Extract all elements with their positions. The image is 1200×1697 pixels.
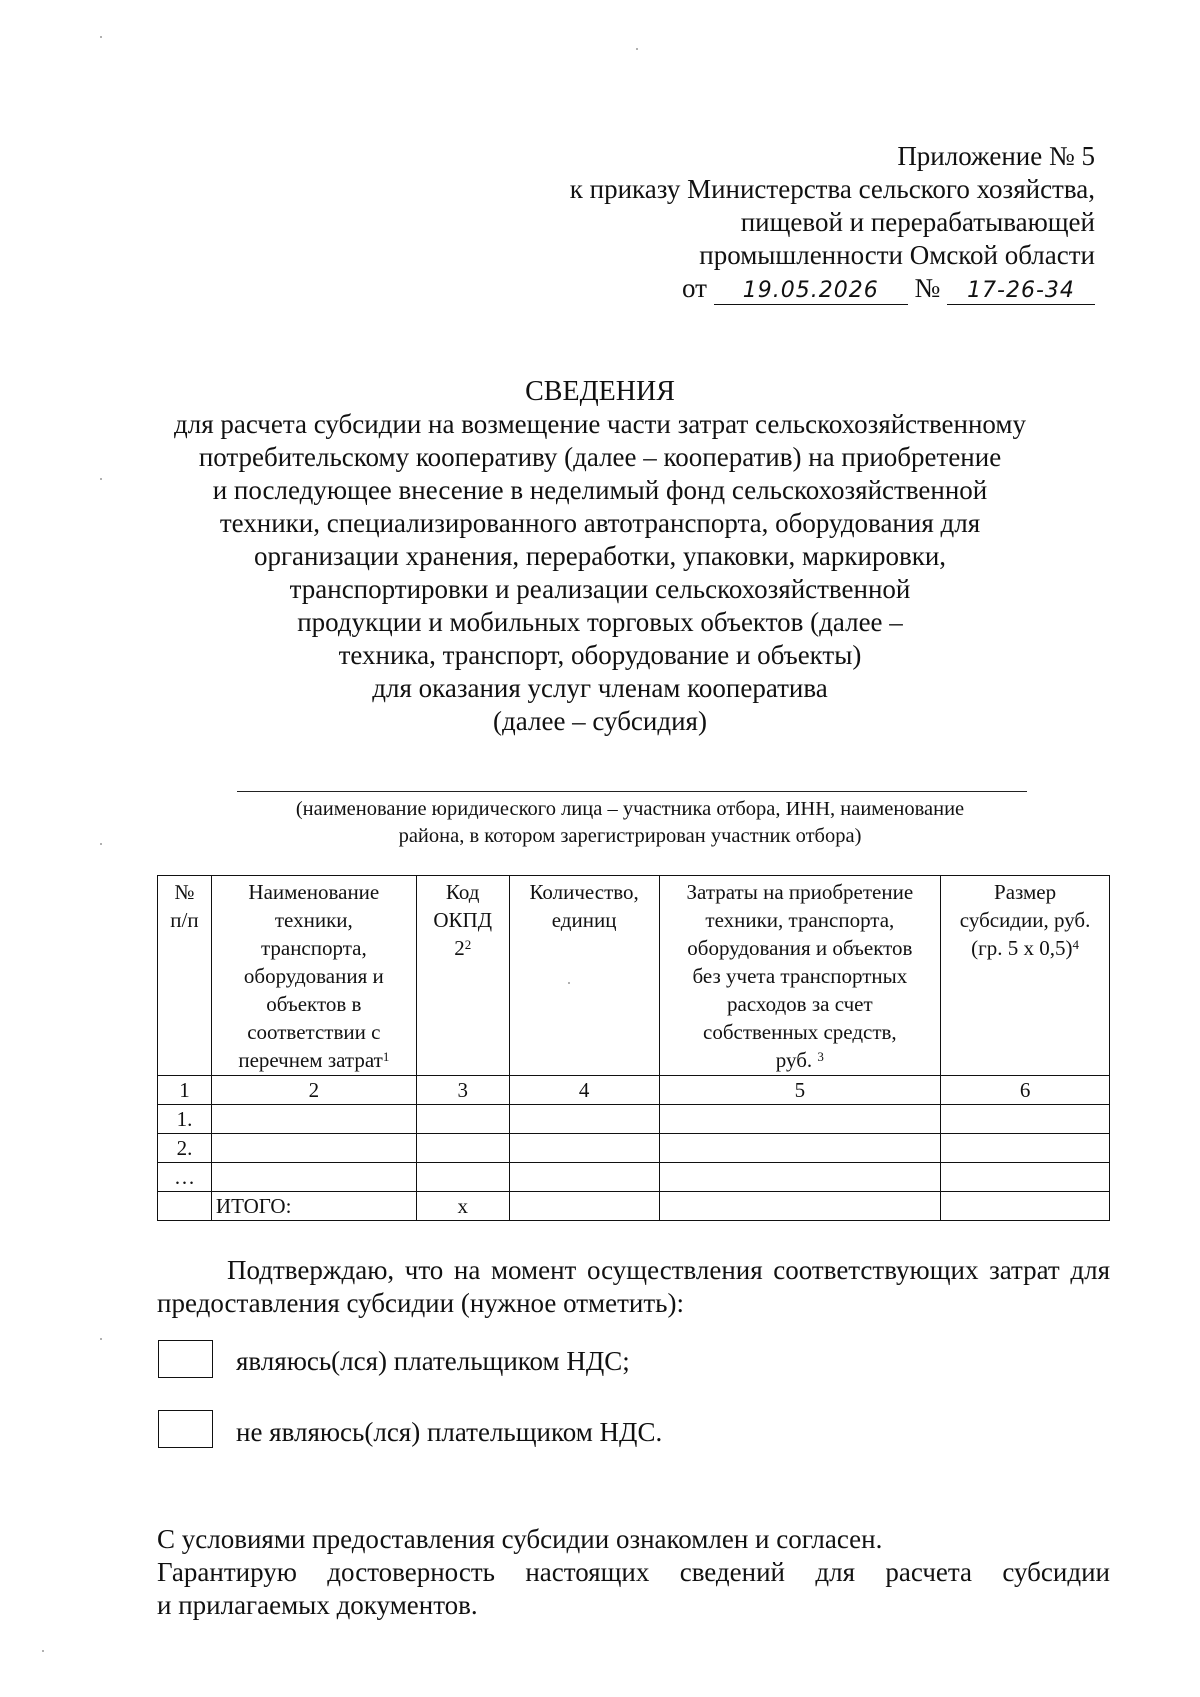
- vat-payer-label: являюсь(лся) плательщиком НДС;: [236, 1346, 630, 1376]
- header-costs: [659, 876, 941, 1076]
- non-vat-payer-label: не являюсь(лся) плательщиком НДС.: [236, 1417, 663, 1447]
- table-total-row: [158, 1192, 1110, 1221]
- column-number: 5: [659, 1076, 941, 1105]
- total-code-mark: х: [416, 1192, 509, 1221]
- header-text: Наименование: [248, 880, 380, 904]
- okpd-code-cell[interactable]: [416, 1163, 509, 1192]
- row-number: 2.: [158, 1134, 212, 1163]
- header-quantity: [509, 876, 659, 1076]
- subsidy-cell[interactable]: [941, 1163, 1110, 1192]
- scan-speck: [100, 1338, 102, 1340]
- column-number: 4: [509, 1076, 659, 1105]
- okpd-code-cell[interactable]: [416, 1134, 509, 1163]
- title-line: и последующее внесение в неделимый фонд сельскохозяйственной: [212, 475, 988, 505]
- column-number: 1: [158, 1076, 212, 1105]
- title-line: для расчета субсидии на возмещение части затрат сельскохозяйственному: [173, 409, 1026, 439]
- header-text: техники, транспорта,: [705, 908, 895, 932]
- applicant-name-field[interactable]: [237, 791, 1027, 792]
- scan-speck: [100, 478, 102, 480]
- header-text: соответствии с: [247, 1020, 381, 1044]
- row-number: 1.: [158, 1105, 212, 1134]
- header-text: руб.: [775, 1048, 813, 1072]
- header-number: [158, 876, 212, 1076]
- row-number: [158, 1192, 212, 1221]
- appendix-date-number-line: [570, 272, 1095, 305]
- order-date: 19.05.2026: [714, 278, 908, 305]
- column-number-row: [158, 1076, 1110, 1105]
- header-equipment-name: [211, 876, 416, 1076]
- footnote-mark: 1: [382, 1049, 390, 1064]
- header-text: ОКПД: [433, 908, 493, 932]
- appendix-title: Приложение № 5: [897, 141, 1095, 171]
- scan-speck: [42, 1650, 44, 1652]
- total-subsidy-cell[interactable]: [941, 1192, 1110, 1221]
- footnote-mark: 2: [464, 937, 472, 952]
- total-quantity-cell[interactable]: [509, 1192, 659, 1221]
- table-row: [158, 1134, 1110, 1163]
- footnote-mark: 4: [1072, 937, 1079, 952]
- guarantee-line-end: и прилагаемых документов.: [157, 1590, 478, 1620]
- guarantee-line: Гарантирую достоверность настоящих сведений для расчета субсидии: [157, 1557, 1110, 1587]
- header-text: [421, 934, 505, 962]
- title-line: организации хранения, переработки, упаковки, маркировки,: [253, 541, 947, 571]
- header-okpd-code: [416, 876, 509, 1076]
- appendix-reference: [570, 140, 1095, 305]
- header-text: 2: [454, 936, 465, 960]
- costs-cell[interactable]: [659, 1163, 941, 1192]
- column-number: 6: [941, 1076, 1110, 1105]
- quantity-cell[interactable]: [509, 1105, 659, 1134]
- header-text: [945, 934, 1105, 962]
- header-text: Размер: [994, 880, 1057, 904]
- equipment-name-cell[interactable]: [211, 1134, 416, 1163]
- equipment-name-cell[interactable]: [211, 1105, 416, 1134]
- non-vat-payer-checkbox[interactable]: [158, 1410, 213, 1448]
- header-text: без учета транспортных: [692, 964, 908, 988]
- title-line: техника, транспорт, оборудование и объекты): [338, 640, 862, 670]
- header-text: расходов за счет: [727, 992, 873, 1016]
- scan-speck: [568, 982, 570, 984]
- header-subsidy-amount: [941, 876, 1110, 1076]
- header-text: единиц: [551, 908, 617, 932]
- quantity-cell[interactable]: [509, 1134, 659, 1163]
- header-text: Затраты на приобретение: [686, 880, 914, 904]
- total-costs-cell[interactable]: [659, 1192, 941, 1221]
- header-text: [216, 1046, 412, 1074]
- number-label: №: [914, 273, 941, 303]
- equipment-name-cell[interactable]: [211, 1163, 416, 1192]
- from-label: от: [682, 273, 707, 303]
- header-text: [664, 1046, 937, 1074]
- agreement-block: [157, 1523, 1110, 1622]
- appendix-ministry-line: пищевой и перерабатывающей: [740, 207, 1095, 237]
- header-text: перечнем затрат: [238, 1048, 383, 1072]
- table-row: [158, 1105, 1110, 1134]
- applicant-name-caption: [200, 796, 1060, 850]
- confirm-text: Подтверждаю, что на момент осуществления соответствующих затрат для предоставления субсидии (нужное отметить):: [157, 1255, 1110, 1318]
- header-text: оборудования и: [243, 964, 384, 988]
- costs-cell[interactable]: [659, 1134, 941, 1163]
- title-line: техники, специализированного автотранспорта, оборудования для: [219, 508, 981, 538]
- quantity-cell[interactable]: [509, 1163, 659, 1192]
- title-line: (далее – субсидия): [493, 706, 707, 736]
- title-line: продукции и мобильных торговых объектов (далее –: [297, 607, 903, 637]
- document-title: [150, 375, 1050, 738]
- subsidy-cell[interactable]: [941, 1134, 1110, 1163]
- order-number: 17-26-34: [947, 278, 1095, 305]
- agreement-line: С условиями предоставления субсидии ознакомлен и согласен.: [157, 1524, 883, 1554]
- header-text: п/п: [170, 908, 199, 932]
- costs-cell[interactable]: [659, 1105, 941, 1134]
- header-text: оборудования и объектов: [687, 936, 913, 960]
- scan-speck: [100, 843, 102, 845]
- header-text: №: [174, 880, 195, 904]
- confirm-paragraph: [157, 1254, 1110, 1320]
- column-number: 3: [416, 1076, 509, 1105]
- title-heading: СВЕДЕНИЯ: [525, 376, 675, 407]
- title-line: транспортировки и реализации сельскохозяйственной: [289, 574, 911, 604]
- header-text: Количество,: [529, 880, 639, 904]
- subsidy-cell[interactable]: [941, 1105, 1110, 1134]
- header-text: транспорта,: [260, 936, 367, 960]
- caption-line: района, в котором зарегистрирован участник отбора): [398, 825, 862, 847]
- footnote-mark: 3: [817, 1049, 824, 1064]
- caption-line: (наименование юридического лица – участника отбора, ИНН, наименование: [295, 798, 965, 820]
- header-text: (гр. 5 х 0,5): [971, 936, 1073, 960]
- title-line: для оказания услуг членам кооператива: [372, 673, 828, 703]
- row-number: …: [158, 1163, 212, 1192]
- subsidy-table: [157, 875, 1110, 1221]
- scan-speck: [100, 36, 102, 38]
- header-text: техники,: [274, 908, 353, 932]
- table-row: [158, 1163, 1110, 1192]
- title-line: потребительскому кооперативу (далее – кооператив) на приобретение: [198, 442, 1002, 472]
- vat-payer-checkbox[interactable]: [158, 1340, 213, 1378]
- total-label: ИТОГО:: [211, 1192, 416, 1221]
- appendix-order-line: к приказу Министерства сельского хозяйства,: [569, 174, 1095, 204]
- column-number: 2: [211, 1076, 416, 1105]
- header-text: объектов в: [266, 992, 362, 1016]
- header-text: Код: [445, 880, 480, 904]
- scan-speck: [636, 48, 638, 50]
- header-text: субсидии, руб.: [959, 908, 1091, 932]
- okpd-code-cell[interactable]: [416, 1105, 509, 1134]
- appendix-region-line: промышленности Омской области: [699, 240, 1095, 270]
- header-text: собственных средств,: [703, 1020, 897, 1044]
- table-header-row: [158, 876, 1110, 1076]
